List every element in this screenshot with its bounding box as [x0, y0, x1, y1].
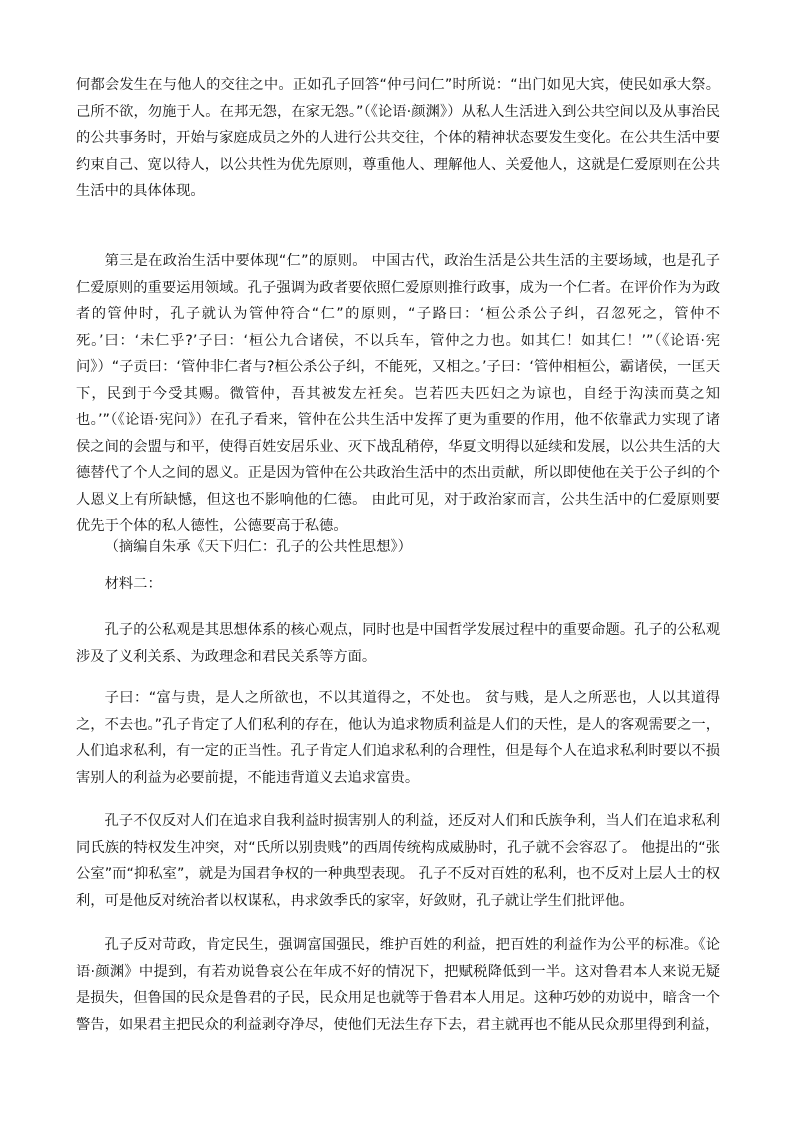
- paragraph-against-harsh-rule: 孔子反对苛政，肯定民生，强调富国强民，维护百姓的利益，把百姓的利益作为公平的标准。《论语·颜渊》中提到，有若劝说鲁哀公在年成不好的情况下，把赋税降低到一半。这对鲁君本人来说无疑是损失，但鲁国的民众是鲁君的子民，民众用足也就等于鲁君本人用足。这种巧妙的劝说中，暗含一个警告，如果君主把民众的利益剥夺净尽，使他们无法生存下去，君主就再也不能从民众那里得到利益，: [76, 937, 720, 1033]
- source-citation: （摘编自朱承《天下归仁：孔子的公共性思想》）: [104, 539, 412, 555]
- paragraph-political-benevolence: 第三是在政治生活中要体现“仁”的原则。 中国古代，政治生活是公共生活的主要场域，也是孔子仁爱原则的重要运用领域。孔子强调为政者要依照仁爱原则推行政事，成为一个仁者。在评价作为为政者的管仲时，孔子就认为管仲符合“仁”的原则，“子路曰：‘桓公杀公子纠，召忽死之，管仲不死。’曰：‘未仁乎?’子曰：‘桓公九合诸侯，不以兵车，管仲之力也。如其仁！如其仁！’”（《论语·宪问》）“子贡曰：‘管仲非仁者与?桓公杀公子纠，不能死，又相之。’子曰：‘管仲相桓公，霸诸侯，一匡天下，民到于今受其赐。微管仲，吾其被发左衽矣。岂若匹夫匹妇之为谅也，自经于沟渎而莫之知也。’”（《论语·宪问》）在孔子看来，管仲在公共生活中发挥了更为重要的作用，他不依靠武力实现了诸侯之间的会盟与和平，使得百姓安居乐业、灭下战乱稍停，华夏文明得以延续和发展，以公共生活的大德替代了个人之间的恩义。正是因为管仲在公共政治生活中的杰出贡献，所以即使他在关于公子纠的个人恩义上有所缺憾，但这也不影响他的仁德。 由此可见，对于政治家而言，公共生活中的仁爱原则要优先于个体的私人德性，公德要高于私德。: [76, 253, 720, 534]
- paragraph-continued: 何都会发生在与他人的交往之中。正如孔子回答“仲弓问仁”时所说：“出门如见大宾，使民如承大祭。己所不欲，勿施于人。在邦无怨，在家无怨。”（《论语·颜渊》）从私人生活进入到公共空间以及从事治民的公共事务时，开始与家庭成员之外的人进行公共交往，个体的精神状态要发生变化。在公共生活中要约束自己、宽以待人，以公共性为优先原则，尊重他人、理解他人、关爱他人，这就是仁爱原则在公共生活中的具体体现。: [76, 77, 720, 199]
- paragraph-against-self-interest: 孔子不仅反对人们在追求自我利益时损害别人的利益，还反对人们和氏族争利，当人们在追求私利同氏族的特权发生冲突，对“氏所以别贵贱”的西周传统构成威胁时，孔子就不会容忍了。 他提出的“张公室”而“抑私室”，就是为国君争权的一种典型表现。 孔子不反对百姓的私利，也不反对上层人士的权利，可是他反对统治者以权谋私，冉求敛季氏的家宰，好敛财，孔子就让学生们批评他。: [76, 813, 720, 909]
- paragraph-public-private-view: 孔子的公私观是其思想体系的核心观点，同时也是中国哲学发展过程中的重要命题。孔子的公私观涉及了义利关系、为政理念和君民关系等方面。: [76, 622, 720, 665]
- section-heading-material-two: 材料二：: [104, 576, 162, 592]
- paragraph-wealth-and-honor: 子曰：“富与贵，是人之所欲也，不以其道得之，不处也。 贫与贱，是人之所恶也，人以其道得之，不去也。”孔子肯定了人们私利的存在，他认为追求物质利益是人们的天性，是人的客观需要之一，人们追求私利，有一定的正当性。孔子肯定人们追求私利的合理性，但是每个人在追求私利时要以不损害别人的利益为必要前提，不能违背道义去追求富贵。: [76, 690, 720, 786]
